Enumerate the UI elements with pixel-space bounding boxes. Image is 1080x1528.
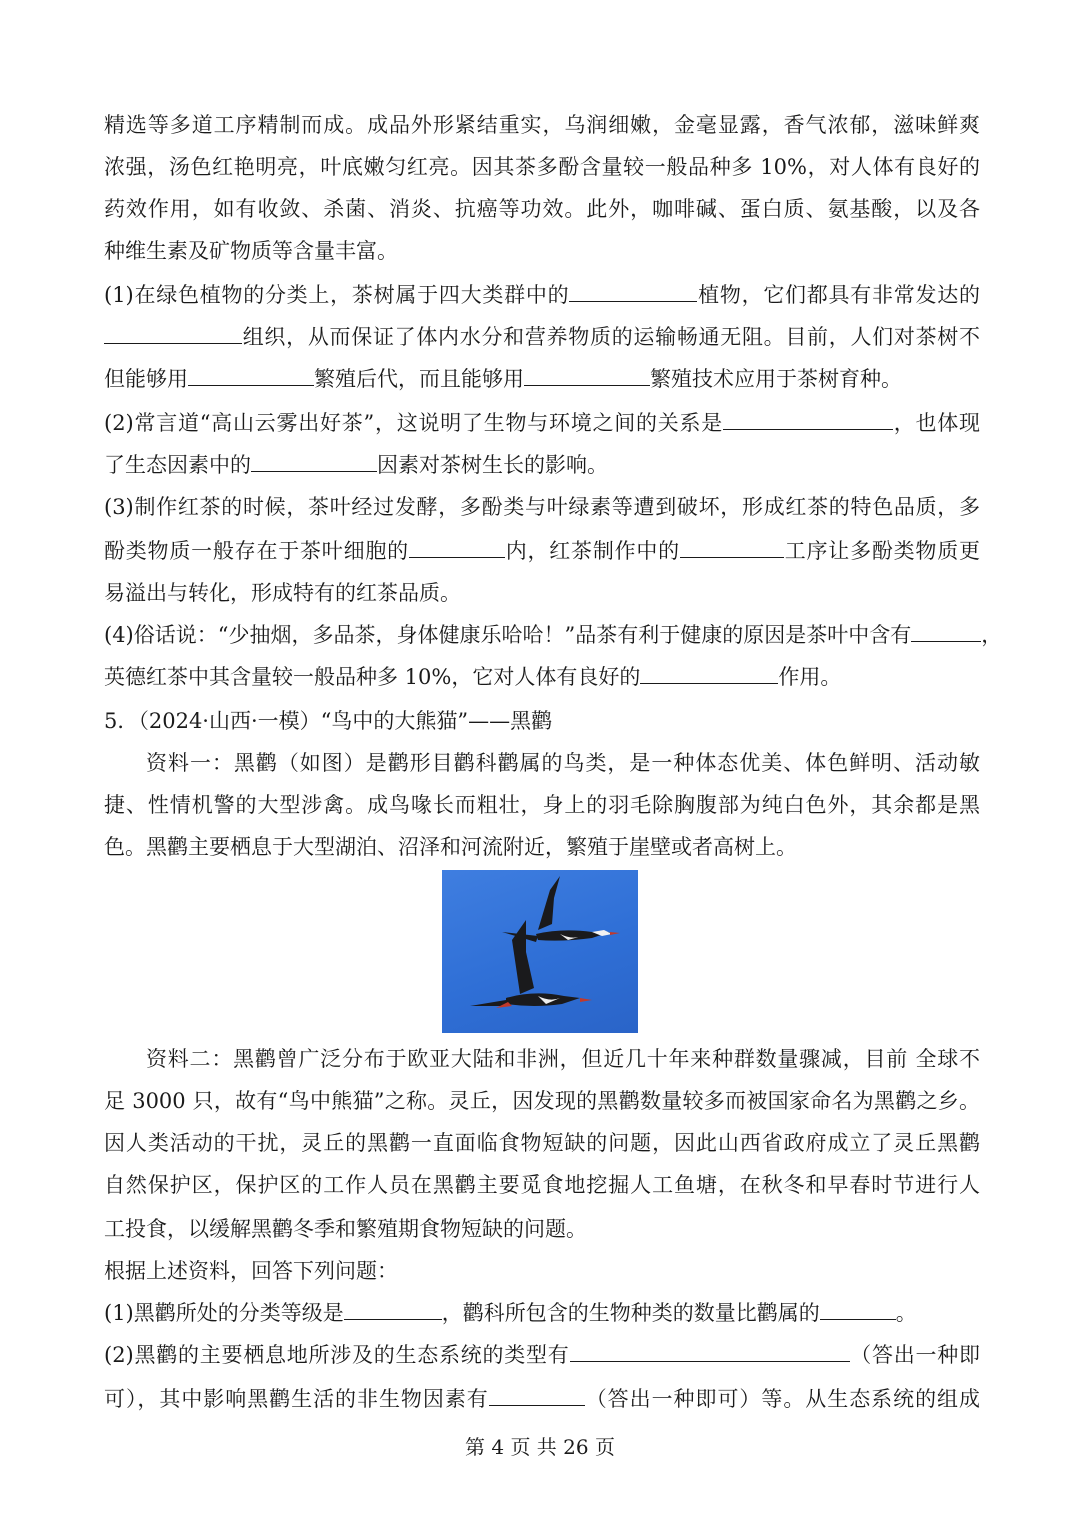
material-2-line: 足 3000 只，故有“鸟中熊猫”之称。灵丘，因发现的黑鹳数量较多而被国家命名为黑鹳之乡。 [104, 1089, 980, 1113]
question-text: (1)在绿色植物的分类上，茶树属于四大类群中的 [104, 283, 570, 307]
question-text: 作用。 [778, 665, 842, 689]
answer-blank[interactable] [524, 365, 650, 386]
material-2-line: 工投食，以缓解黑鹳冬季和繁殖期食物短缺的问题。 [104, 1217, 587, 1241]
answer-blank[interactable] [251, 451, 377, 472]
question-3-line-3: 易溢出与转化，形成特有的红茶品质。 [104, 581, 461, 605]
question-text: 繁殖技术应用于茶树育种。 [650, 367, 902, 391]
question-text: 内，红茶制作中的 [504, 539, 680, 563]
problem-5-question-2-line-1 [104, 1340, 980, 1370]
material-2-line: 资料二：黑鹳曾广泛分布于欧亚大陆和非洲，但近几十年来种群数量骤减，目前 全球不 [146, 1047, 980, 1071]
question-prompt: 根据上述资料，回答下列问题： [104, 1259, 398, 1283]
material-2-line: 自然保护区，保护区的工作人员在黑鹳主要觅食地挖掘人工鱼塘，在秋冬和早春时节进行人 [104, 1173, 980, 1197]
text-line: 药效作用，如有收敛、杀菌、消炎、抗癌等功效。此外，咖啡碱、蛋白质、氨基酸，以及各 [104, 197, 980, 221]
answer-blank[interactable] [640, 663, 778, 684]
black-stork-photo [442, 870, 638, 1033]
answer-blank[interactable] [489, 1385, 585, 1406]
material-2-line: 因人类活动的干扰，灵丘的黑鹳一直面临食物短缺的问题，因此山西省政府成立了灵丘黑鹳 [104, 1131, 980, 1155]
question-text: 繁殖后代，而且能够用 [314, 367, 524, 391]
answer-blank[interactable] [820, 1299, 896, 1320]
answer-blank[interactable] [911, 621, 981, 642]
question-text: (1)黑鹳所处的分类等级是 [104, 1301, 344, 1325]
question-text: 组织，从而保证了体内水分和营养物质的运输畅通无阻。目前，人们对茶树不 [242, 325, 980, 349]
question-1-line-1 [104, 280, 980, 310]
question-text: 可），其中影响黑鹳生活的非生物因素有 [104, 1387, 489, 1411]
text-line: 种维生素及矿物质等含量丰富。 [104, 239, 398, 263]
question-text: ，也体现 [893, 411, 981, 435]
question-text: 植物，它们都具有非常发达的 [697, 283, 980, 307]
answer-blank[interactable] [570, 1341, 850, 1362]
answer-blank[interactable] [104, 323, 242, 344]
answer-blank[interactable] [680, 537, 784, 558]
answer-blank[interactable] [188, 365, 314, 386]
question-4-line-2 [104, 662, 980, 692]
question-text: 因素对茶树生长的影响。 [377, 453, 608, 477]
text-line: 精选等多道工序精制而成。成品外形紧结重实，乌润细嫩，金毫显露，香气浓郁，滋味鲜爽 [104, 113, 980, 137]
material-1-line: 色。黑鹳主要栖息于大型湖泊、沼泽和河流附近，繁殖于崖壁或者高树上。 [104, 835, 797, 859]
black-stork-icon [442, 870, 638, 1033]
question-text: ，鹳科所包含的生物种类的数量比鹳属的 [441, 1301, 820, 1325]
material-1-line: 资料一：黑鹳（如图）是鹳形目鹳科鹳属的鸟类，是一种体态优美、体色鲜明、活动敏 [146, 751, 980, 775]
question-2-line-2 [104, 450, 980, 480]
problem-5-title: 5．（2024·山西·一模）“鸟中的大熊猫”——黑鹳 [104, 709, 553, 733]
problem-5-question-1 [104, 1298, 980, 1328]
answer-blank[interactable] [723, 409, 893, 430]
page-number-footer: 第 4 页 共 26 页 [465, 1435, 615, 1459]
question-text: (2)常言道“高山云雾出好茶”，这说明了生物与环境之间的关系是 [104, 411, 723, 435]
answer-blank[interactable] [409, 537, 505, 558]
problem-5-question-2-line-2 [104, 1384, 980, 1414]
material-1-line: 捷、性情机警的大型涉禽。成鸟喙长而粗壮，身上的羽毛除胸腹部为纯白色外，其余都是黑 [104, 793, 980, 817]
answer-blank[interactable] [569, 281, 697, 302]
question-text: 。 [895, 1301, 917, 1325]
question-text: ， [981, 623, 1003, 647]
question-text: 酚类物质一般存在于茶叶细胞的 [104, 539, 409, 563]
question-text: 英德红茶中其含量较一般品种多 10%，它对人体有良好的 [104, 665, 641, 689]
text-line: 浓强，汤色红艳明亮，叶底嫩匀红亮。因其茶多酚含量较一般品种多 10%，对人体有良好的 [104, 155, 980, 179]
question-text: (2)黑鹳的主要栖息地所涉及的生态系统的类型有 [104, 1343, 570, 1367]
question-4-line-1 [104, 620, 1003, 650]
question-text: 工序让多酚类物质更 [783, 539, 980, 563]
question-text: （答出一种即 [849, 1343, 980, 1367]
answer-blank[interactable] [344, 1299, 442, 1320]
question-1-line-2 [104, 322, 980, 352]
question-text: （答出一种即可）等。从生态系统的组成 [584, 1387, 980, 1411]
question-3-line-1: (3)制作红茶的时候，茶叶经过发酵，多酚类与叶绿素等遭到破坏，形成红茶的特色品质，多 [104, 495, 980, 519]
question-text: 但能够用 [104, 367, 188, 391]
question-2-line-1 [104, 408, 980, 438]
question-text: 了生态因素中的 [104, 453, 251, 477]
question-3-line-2 [104, 536, 980, 566]
question-text: (4)俗话说：“少抽烟，多品茶，身体健康乐哈哈！”品茶有利于健康的原因是茶叶中含有 [104, 623, 912, 647]
question-1-line-3 [104, 364, 980, 394]
